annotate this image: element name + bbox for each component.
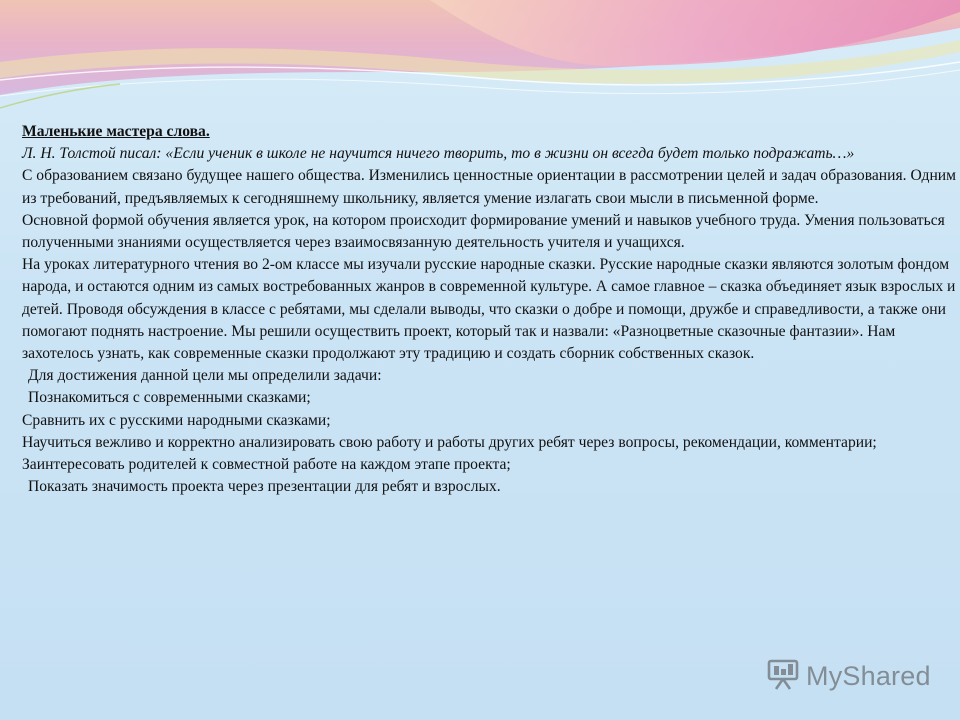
tolstoy-quote: Л. Н. Толстой писал: «Если ученик в школе не научится ничего творить, то в жизни он всегда будет только подражать…» — [22, 145, 855, 163]
paragraph-lesson: Основной формой обучения является урок, на котором происходит формирование умений и навыков учебного труда. Умения пользоваться полученными знаниями осуществляется через взаимосвязанную деятельность учителя и учащихся. — [22, 211, 945, 252]
task-item: Сравнить их с русскими народными сказками; — [22, 411, 331, 429]
presentation-board-icon — [766, 657, 800, 696]
task-item: Заинтересовать родителей к совместной работе на каждом этапе проекта; — [22, 456, 511, 474]
myshared-watermark — [766, 656, 936, 696]
slide-text — [22, 121, 958, 498]
slide-title: Маленькие мастера слова. — [22, 123, 210, 140]
task-item: Показать значимость проекта через презентации для ребят и взрослых. — [28, 478, 501, 496]
watermark-text: MyShared — [806, 660, 931, 691]
paragraph-fairy-tales: На уроках литературного чтения во 2-ом классе мы изучали русские народные сказки. Русские народные сказки являются золотым фондом народа, и остаются одним из самых востребованных жанров в современной культуре. А самое главное – сказка объединяет язык взрослых и детей. Проводя обсуждения в классе с ребятами, мы сделали выводы, что сказки о добре и помощи, дружбе и справедливости, а также они помогают поднять настроение. Мы решили осуществить проект, который так и назвали: «Разноцветные сказочные фантазии». Нам захотелось узнать, как современные сказки продолжают эту традицию и создать сборник собственных сказок. — [22, 256, 956, 363]
decorative-wave-header — [0, 0, 960, 130]
paragraph-education: С образованием связано будущее нашего общества. Изменились ценностные ориентации в рассмотрении целей и задач образования. Одним из требований, предъявляемых к сегодняшнему школьнику, является умение излагать свои мысли в письменной форме. — [22, 167, 957, 207]
goal-intro: Для достижения данной цели мы определили задачи: — [28, 367, 382, 385]
task-item: Познакомиться с современными сказками; — [28, 389, 311, 407]
task-item: Научиться вежливо и корректно анализировать свою работу и работы других ребят через вопросы, рекомендации, комментарии; — [22, 433, 877, 451]
